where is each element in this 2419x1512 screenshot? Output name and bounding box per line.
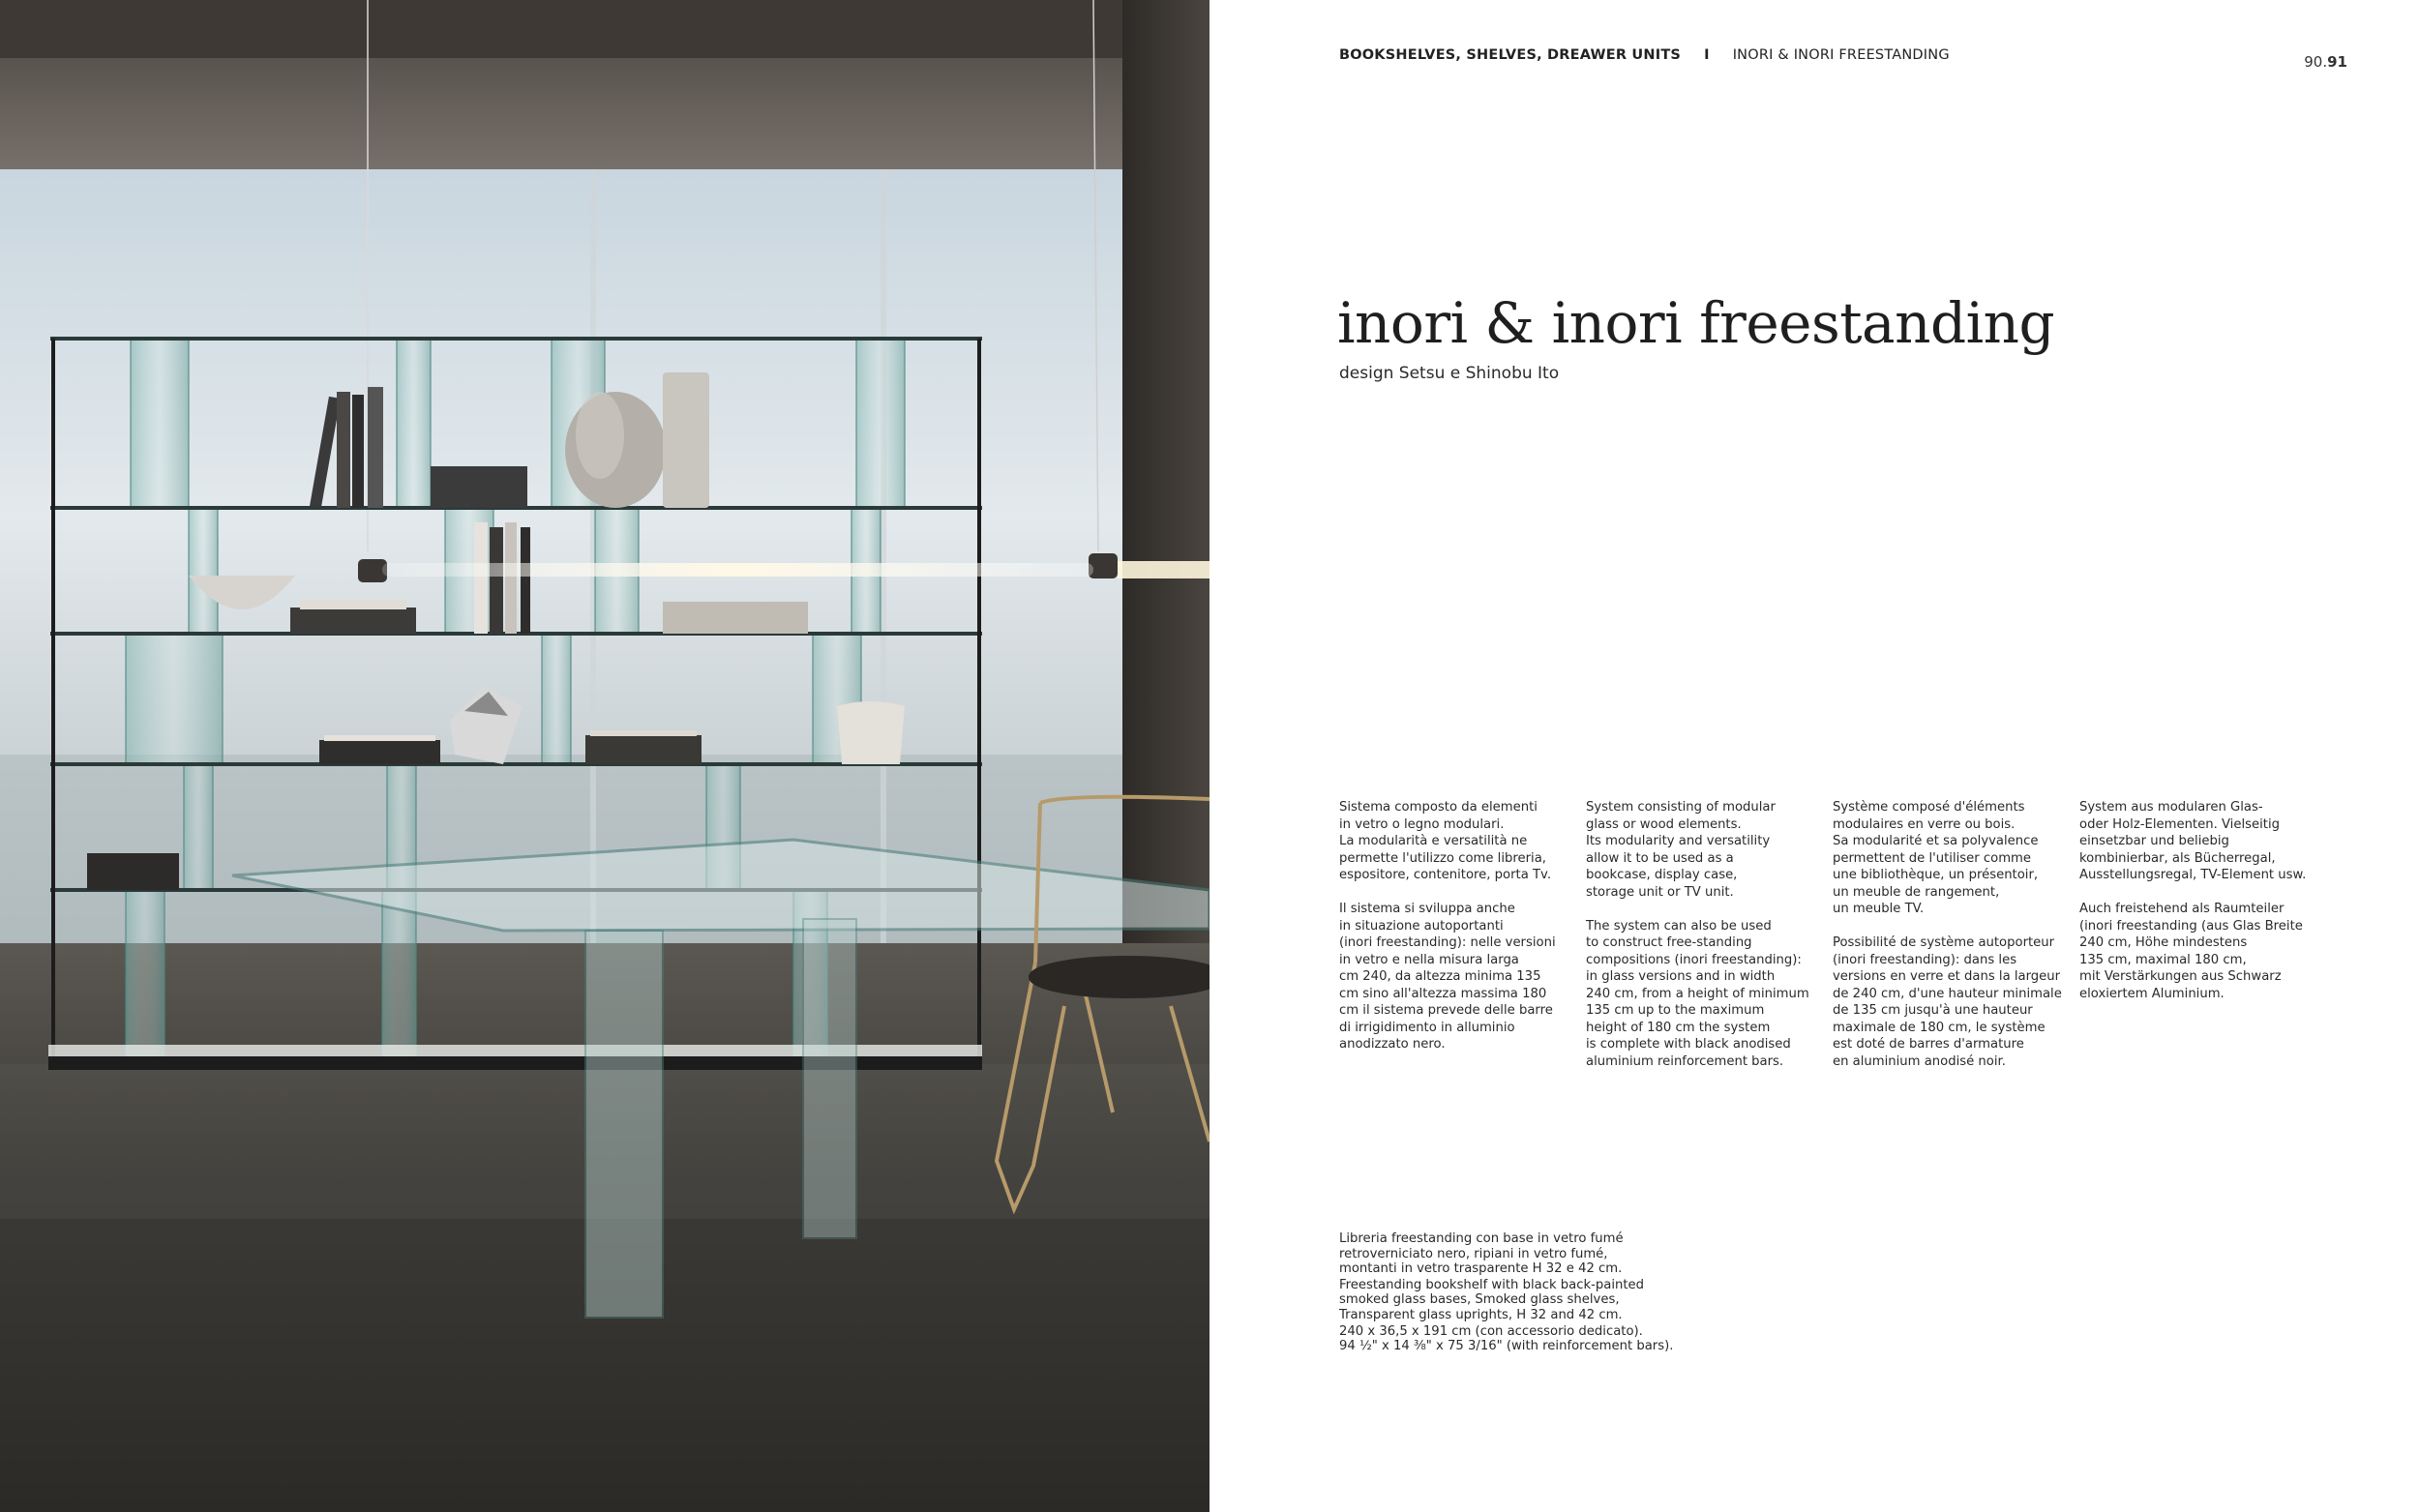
- description-column-fr: [1833, 799, 2079, 1087]
- page-number-current: 91: [2327, 53, 2347, 71]
- description-column-en: [1586, 799, 1833, 1087]
- header-section: BOOKSHELVES, SHELVES, DREAWER UNITS: [1339, 47, 1682, 63]
- product-title: inori & inori freestanding: [1337, 290, 2055, 356]
- description-paragraph: Il sistema si sviluppa anche in situazione autoportanti (inori freestanding): nelle versioni in vetro e nella misura larga cm 240, da altezza minima 135 cm sino all'altezza massima 180 cm il sistema prevede delle barre di irrigidimento in alluminio anodizzato nero.: [1339, 902, 1556, 1052]
- header-separator: I: [1704, 47, 1710, 63]
- description-paragraph: Auch freistehend als Raumteiler (inori freestanding (aus Glas Breite 240 cm, Höhe mindestens 135 cm, maximal 180 cm, mit Verstärkungen aus Schwarz eloxiertem Aluminium.: [2079, 902, 2303, 1001]
- description-columns: [1339, 799, 2326, 1087]
- description-column-it: [1339, 799, 1586, 1087]
- description-paragraph: Sistema composto da elementi in vetro o legno modulari. La modularità e versatilità ne permette l'utilizzo come libreria, espositore, contenitore, porta Tv.: [1339, 800, 1552, 882]
- page-number-prefix: 90.: [2304, 53, 2328, 71]
- description-paragraph: Possibilité de système autoporteur (inori freestanding): dans les versions en verre et dans la largeur de 240 cm, d'une hauteur minimale de 135 cm jusqu'à une hauteur maximale de 180 cm, le système est doté de barres d'armature en aluminium anodisé noir.: [1833, 935, 2062, 1069]
- photo-caption: [1339, 1231, 1746, 1355]
- caption-italian: Libreria freestanding con base in vetro fumé retroverniciato nero, ripiani in vetro fumé, montanti in vetro trasparente H 32 e 42 cm.: [1339, 1231, 1624, 1277]
- description-paragraph: System aus modularen Glas- oder Holz-Elementen. Vielseitig einsetzbar und beliebig kombinierbar, als Bücherregal, Ausstellungsregal, TV-Element usw.: [2079, 800, 2307, 882]
- page-header: [1339, 47, 1950, 63]
- description-paragraph: Système composé d'éléments modulaires en verre ou bois. Sa modularité et sa polyvalence permettent de l'utiliser comme une bibliothèque, un présentoir, un meuble de rangement, un meuble TV.: [1833, 800, 2039, 916]
- caption-english: Freestanding bookshelf with black back-painted smoked glass bases, Smoked glass shelves, Transparent glass uprights, H 32 and 42 cm.: [1339, 1277, 1644, 1322]
- description-paragraph: The system can also be used to construct free-standing compositions (inori freestanding): in glass versions and in width 240 cm, from a height of minimum 135 cm up to the maximum height of 180 cm the system is complete with black anodised aluminium reinforcement bars.: [1586, 918, 1809, 1069]
- product-designer: design Setsu e Shinobu Ito: [1339, 364, 1560, 383]
- page-number: [2304, 53, 2347, 71]
- description-column-de: [2079, 799, 2326, 1087]
- header-subsection: INORI & INORI FREESTANDING: [1732, 47, 1950, 63]
- description-paragraph: System consisting of modular glass or wood elements. Its modularity and versatility allow it to be used as a bookcase, display case, storage unit or TV unit.: [1586, 800, 1776, 900]
- caption-dimensions: 240 x 36,5 x 191 cm (con accessorio dedicato). 94 ½" x 14 ⅜" x 75 3/16" (with reinforcement bars).: [1339, 1323, 1674, 1354]
